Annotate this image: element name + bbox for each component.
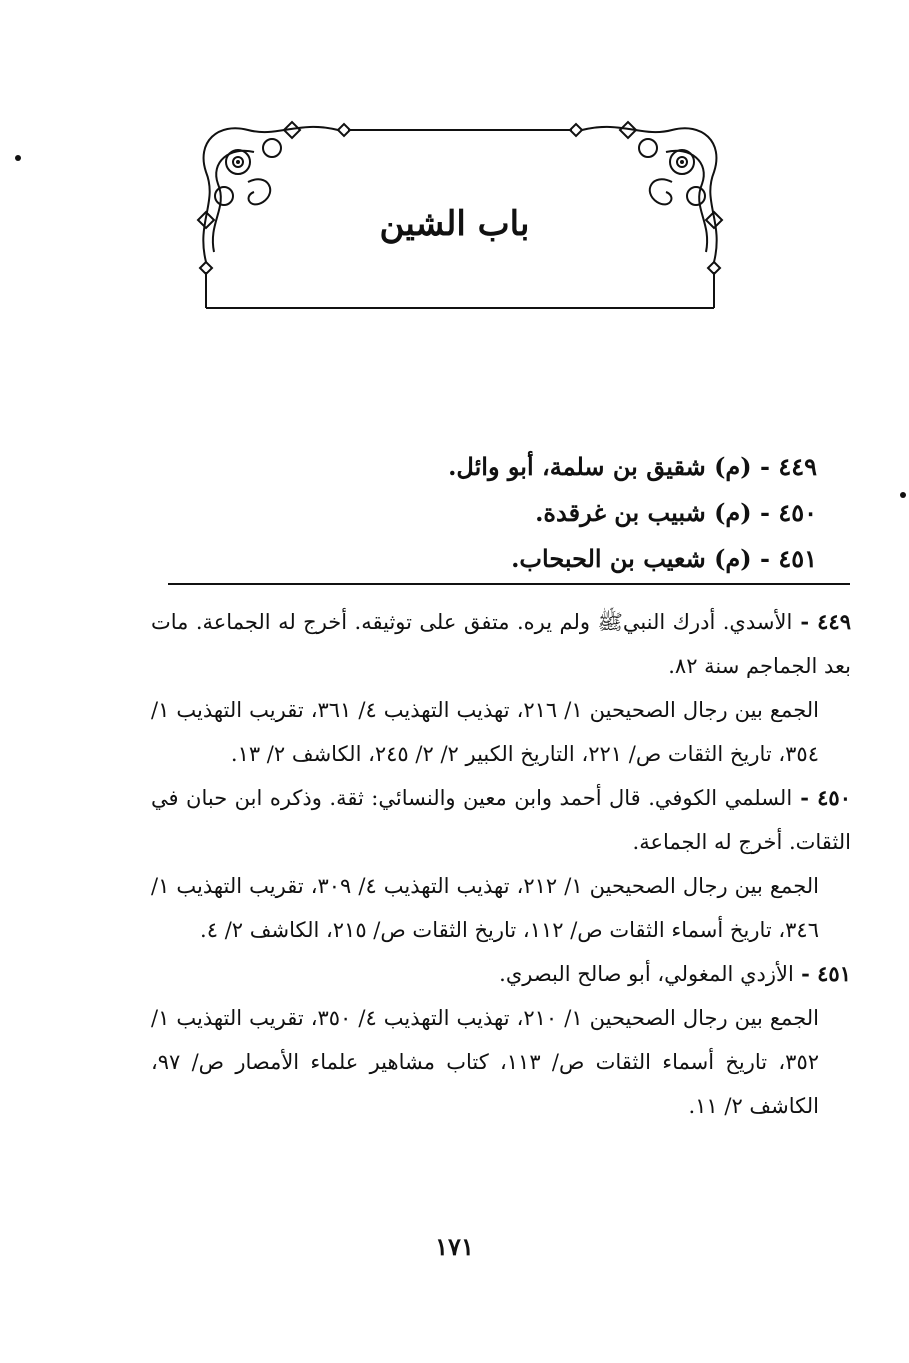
entry-number: ٤٥٠ [778,498,817,527]
entry-code: (م) [714,452,752,481]
margin-mark-left [15,155,21,161]
entry-name: شبيب بن غرقدة. [535,498,706,527]
footnote-references: الجمع بين رجال الصحيحين ١/ ٢١٢، تهذيب التهذيب ٤/ ٣٠٩، تقريب التهذيب ١/ ٣٤٦، تاريخ أسماء الثقات ص/ ١١٢، تاريخ الثقات ص/ ٢١٥، الكاشف ٢/ ٤. [151,874,819,942]
footnote-references: الجمع بين رجال الصحيحين ١/ ٢١٠، تهذيب التهذيب ٤/ ٣٥٠، تقريب التهذيب ١/ ٣٥٢، تاريخ أسماء الثقات ص/ ١١٣، كتاب مشاهير علماء الأمصار ص/ ٩٧، الكاشف ٢/ ١١. [151,1006,820,1118]
footnote-number: ٤٥٠ [817,785,851,810]
footnote: ٤٤٩ - الأسدي. أدرك النبيﷺ ولم يره. متفق على توثيقه. أخرج له الجماعة. مات بعد الجماجم سنة ٨٢. [151,609,851,678]
index-entry: ٤٥٠ - (م) شبيب بن غرقدة. [535,498,817,527]
footnote-text: السلمي الكوفي. قال أحمد وابن معين والنسائي: ثقة. وذكره ابن حبان في الثقات. أخرج له الجماعة. [151,786,851,854]
page-number: ١٧١ [435,1232,474,1261]
footnote-divider [168,583,850,585]
entry-name: شعيب بن الحبحاب. [511,544,706,573]
entry-name: شقيق بن سلمة، أبو وائل. [448,452,706,481]
footnote-text: الأسدي. أدرك النبيﷺ ولم يره. متفق على توثيقه. أخرج له الجماعة. مات بعد الجماجم سنة ٨٢. [151,610,851,678]
entry-code: (م) [714,498,752,527]
footnote-number: ٤٤٩ [817,609,851,634]
index-entry: ٤٤٩ - (م) شقيق بن سلمة، أبو وائل. [448,452,817,481]
margin-mark-right [900,492,906,498]
entry-number: ٤٤٩ [778,452,817,481]
footnotes [151,600,851,1128]
footnote: ٤٥٠ - السلمي الكوفي. قال أحمد وابن معين والنسائي: ثقة. وذكره ابن حبان في الثقات. أخرج له الجماعة. [151,785,851,854]
entry-code: (م) [714,544,752,573]
chapter-title: باب الشين [379,204,530,244]
footnote-text: الأزدي المغولي، أبو صالح البصري. [499,962,794,986]
footnote-references: الجمع بين رجال الصحيحين ١/ ٢١٦، تهذيب التهذيب ٤/ ٣٦١، تقريب التهذيب ١/ ٣٥٤، تاريخ الثقات ص/ ٢٢١، التاريخ الكبير ٢/ ٢/ ٢٤٥، الكاشف ٢/ ١٣. [151,698,819,766]
entry-number: ٤٥١ [778,544,817,573]
entry-index [357,444,817,582]
footnote-number: ٤٥١ [817,961,851,986]
index-entry: ٤٥١ - (م) شعيب بن الحبحاب. [511,544,817,573]
footnote: ٤٥١ - الأزدي المغولي، أبو صالح البصري. [499,961,851,986]
